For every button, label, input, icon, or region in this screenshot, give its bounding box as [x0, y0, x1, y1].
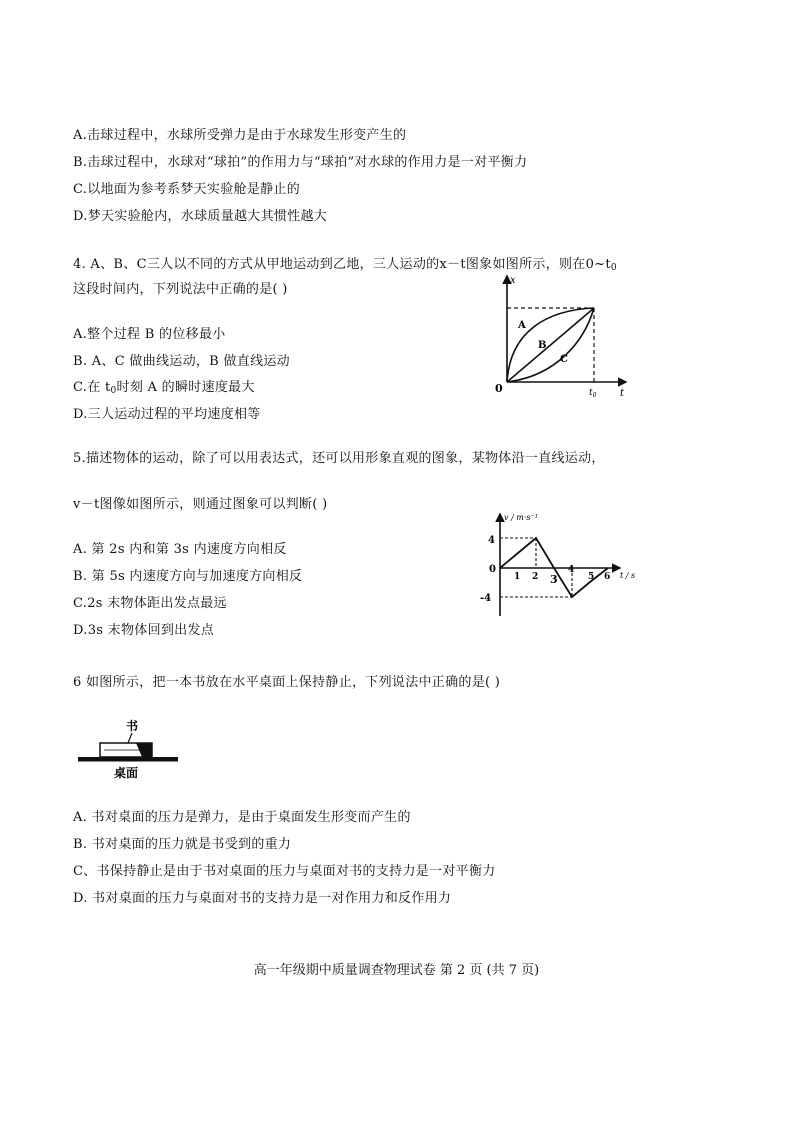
- q5-x-tick-1: 1: [514, 572, 521, 582]
- q6-book-figure: [76, 716, 182, 782]
- q5-option-a: A. 第 2s 内和第 3s 内速度方向相反: [73, 542, 287, 557]
- q5-stem-line1: 5.描述物体的运动，除了可以用表达式，还可以用形象直观的图象，某物体沿一直线运动，: [73, 451, 605, 466]
- q6-option-b: B. 书对桌面的压力就是书受到的重力: [73, 837, 292, 852]
- q5-x-tick-4: 4: [568, 565, 575, 575]
- q4-curve-a-label: A: [518, 320, 526, 331]
- q6-option-c: C、书保持静止是由于书对桌面的压力与桌面对书的支持力是一对平衡力: [73, 864, 496, 879]
- q5-x-label: t / s: [620, 571, 636, 580]
- q3-option-b: B.击球过程中，水球对“球拍”的作用力与“球拍”对水球的作用力是一对平衡力: [73, 155, 528, 170]
- q6-option-d: D. 书对桌面的压力与桌面对书的支持力是一对作用力和反作用力: [73, 891, 452, 906]
- q5-x-tick-2: 2: [532, 572, 539, 582]
- q4-curve-c-label: C: [560, 354, 568, 365]
- q4-t0-label: $t_0$: [589, 388, 597, 399]
- q4-stem-line1: 4. A、B、C三人以不同的方式从甲地运动到乙地，三人运动的x－t图象如图所示，则在$0\sim t_0$: [73, 257, 617, 273]
- q5-y-tick-0: 0: [489, 564, 496, 575]
- q4-option-c: C.在 $t_0$时刻 A 的瞬时速度最大: [73, 380, 255, 396]
- q6-stem: 6 如图所示，把一本书放在水平桌面上保持静止，下列说法中正确的是( ): [73, 675, 501, 690]
- q5-option-c: C.2s 末物体距出发点最远: [73, 596, 227, 611]
- q6-option-a: A. 书对桌面的压力是弹力，是由于桌面发生形变而产生的: [73, 810, 411, 825]
- q4-xt-graph: [486, 272, 632, 402]
- q4-option-d: D.三人运动过程的平均速度相等: [73, 407, 261, 422]
- q4-option-a: A.整个过程 B 的位移最小: [73, 327, 226, 342]
- q4-option-b: B. A、C 做曲线运动，B 做直线运动: [73, 354, 290, 369]
- q5-option-d: D.3s 末物体回到出发点: [73, 623, 215, 638]
- q6-book-label: 书: [126, 719, 139, 733]
- q4-x-label: t: [620, 388, 625, 399]
- q3-option-c: C.以地面为参考系梦天实验舱是静止的: [73, 182, 301, 197]
- page-footer: 高一年级期中质量调查物理试卷 第 2 页 (共 7 页): [253, 963, 540, 978]
- q5-stem-line2: v－t图像如图所示，则通过图象可以判断( ): [73, 497, 328, 512]
- q5-vt-graph: [474, 508, 642, 620]
- q3-option-d: D.梦天实验舱内，水球质量越大其惯性越大: [73, 209, 328, 224]
- q5-x-tick-6: 6: [604, 572, 611, 582]
- q3-option-a: A.击球过程中，水球所受弹力是由于水球发生形变产生的: [73, 128, 407, 143]
- q5-x-tick-5: 5: [588, 572, 595, 582]
- q6-table-top: [78, 757, 178, 761]
- q5-y-tick-4: 4: [488, 535, 495, 546]
- q4-line-b-label: B: [538, 340, 547, 351]
- q4-stem-line2: 这段时间内，下列说法中正确的是( ): [73, 282, 288, 297]
- q5-option-b: B. 第 5s 内速度方向与加速度方向相反: [73, 569, 303, 584]
- q5-y-label: v / m·s⁻¹: [504, 513, 538, 522]
- q4-origin-label: 0: [495, 382, 503, 395]
- q5-x-tick-3: 3: [550, 573, 558, 586]
- q6-table-label: 桌面: [114, 766, 139, 780]
- q5-y-tick-neg4: -4: [480, 593, 492, 604]
- q4-y-label: x: [510, 275, 516, 286]
